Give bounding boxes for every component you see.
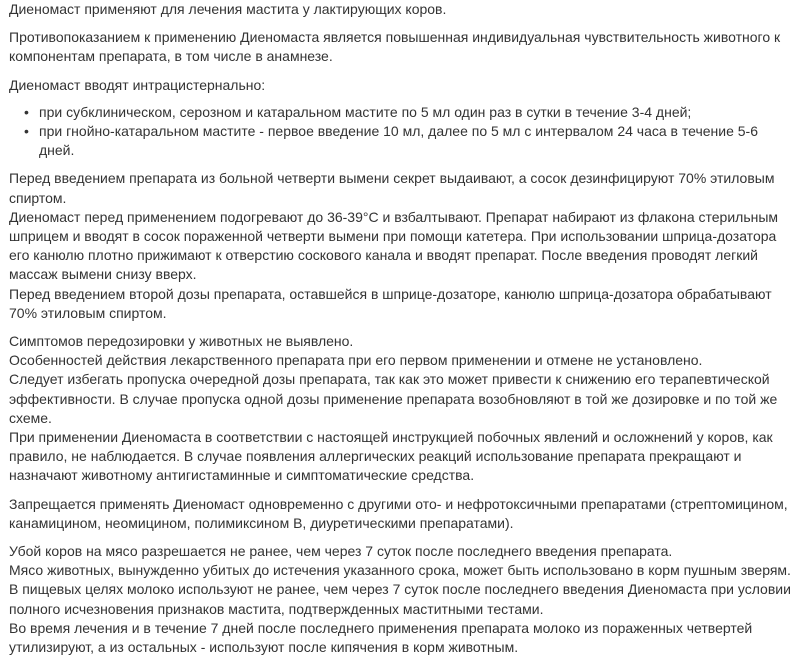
spacer: [9, 486, 792, 495]
block-indications: [9, 0, 792, 19]
paragraph: Противопоказанием к применению Диеномаста является повышенная индивидуальная чувствительность животного к компонентам препарата, в том числе в анамнезе.: [9, 29, 781, 65]
spacer: [9, 323, 792, 332]
bullet-icon: •: [24, 103, 29, 120]
spacer: [9, 533, 792, 542]
list-item-text: при субклиническом, серозном и катаральном мастите по 5 мл один раз в сутки в течение 3-4 дней;: [39, 103, 692, 120]
paragraph: Особенностей действия лекарственного препарата при его первом применении и отмене не установлено.: [9, 352, 703, 369]
spacer: [9, 19, 792, 28]
paragraph: Следует избегать пропуска очередной дозы препарата, так как это может привести к снижению его терапевтической эффективности. В случае пропуска одной дозы применение препарата возобновляют в той же дозировке и по той же схеме.: [9, 371, 778, 426]
list-item: [24, 103, 792, 122]
paragraph: Диеномаст вводят интрацистернально:: [9, 76, 266, 93]
block-overdose-side-effects: [9, 332, 792, 486]
list-item-text: при гнойно-катаральном мастите - первое введение 10 мл, далее по 5 мл с интервалом 24 часа в течение 5-6 дней.: [39, 123, 758, 159]
paragraph: Диеномаст перед применением подогревают до 36-39°С и взбалтывают. Препарат набирают из флакона стерильным шприцем и вводят в сосок пораженной четверти вымени при помощи катетера. При использовании шприца-дозатора его канюлю плотно прижимают к отверстию соскового канала и вводят препарат. После введения проводят легкий массаж вымени снизу вверх.: [9, 208, 779, 283]
list-item: [24, 122, 792, 160]
spacer: [9, 95, 792, 103]
block-administration: [9, 76, 792, 161]
paragraph: При применении Диеномаста в соответствии с настоящей инструкцией побочных явлений и осложнений у коров, как правило, не наблюдается. В случае появления аллергических реакций использование препарата прекращают и назначают животному антигистаминные и симптоматические средства.: [9, 429, 773, 484]
dosage-list: [9, 103, 792, 161]
paragraph: Симптомов передозировки у животных не выявлено.: [9, 333, 354, 350]
paragraph: Убой коров на мясо разрешается не ранее, чем через 7 суток после последнего введения препарата.: [9, 543, 673, 560]
paragraph: Диеномаст применяют для лечения мастита у лактирующих коров.: [9, 1, 447, 17]
paragraph: В пищевых целях молоко используют не ранее, чем через 7 суток после последнего введения Диеномаста при условии полного исчезновения признаков мастита, подтвержденных маститными тестами.: [9, 581, 791, 617]
paragraph: Перед введением препарата из больной четверти вымени секрет выдаивают, а сосок дезинфицируют 70% этиловым спиртом.: [9, 170, 775, 206]
spacer: [9, 160, 792, 169]
block-interactions: [9, 495, 792, 533]
bullet-icon: •: [24, 123, 29, 140]
paragraph: Перед введением второй дозы препарата, оставшейся в шприце-дозаторе, канюлю шприца-дозатора обрабатывают 70% этиловым спиртом.: [9, 285, 772, 321]
paragraph: Во время лечения и в течение 7 дней после последнего применения препарата молоко из пораженных четвертей утилизируют, а из остальных - используют после кипячения в корм животным.: [9, 619, 753, 656]
block-withdrawal: [9, 542, 792, 657]
spacer: [9, 67, 792, 76]
paragraph: Мясо животных, вынужденно убитых до истечения указанного срока, может быть использовано в корм пушным зверям.: [9, 562, 791, 579]
block-contraindications: [9, 28, 792, 66]
block-procedure: [9, 169, 792, 323]
paragraph: Запрещается применять Диеномаст одновременно с другими ото- и нефротоксичными препаратами (стрептомицином, канамицином, неомицином, полимиксином В, диуретическими препаратами).: [9, 495, 788, 531]
